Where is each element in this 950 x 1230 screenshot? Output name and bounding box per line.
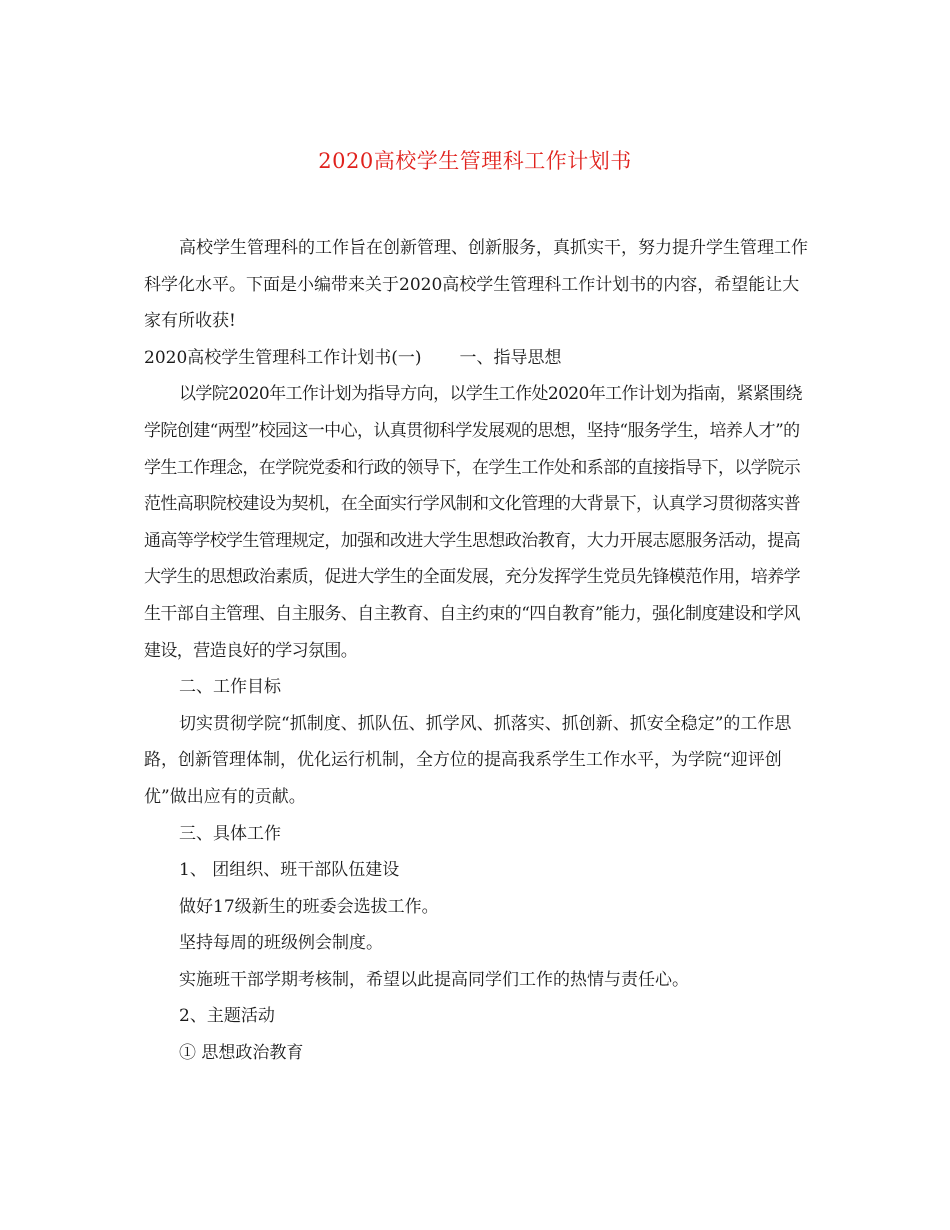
subtitle-line (144, 340, 808, 377)
section3-heading: 三、具体工作 (179, 823, 281, 844)
item1-line: 坚持每周的班级例会制度。 (179, 933, 383, 954)
item2-heading: 2、主题活动 (179, 1006, 275, 1027)
plan-subtitle: 2020高校学生管理科工作计划书(一) (144, 347, 422, 368)
section2-heading: 二、工作目标 (179, 677, 281, 698)
intro-paragraph: 高校学生管理科的工作旨在创新管理、创新服务，真抓实干，努力提升学生管理工作科学化水平。下面是小编带来关于2020高校学生管理科工作计划书的内容，希望能让大家有所收获! (144, 238, 808, 332)
section1-heading: 一、指导思想 (459, 347, 562, 368)
item1-line: 实施班干部学期考核制，希望以此提高同学们工作的热情与责任心。 (179, 969, 689, 990)
document-body (144, 230, 808, 1072)
item1-line: 做好17级新生的班委会选拔工作。 (179, 896, 439, 917)
section1-paragraph: 以学院2020年工作计划为指导方向，以学生工作处2020年工作计划为指南，紧紧围绕学院创建“两型”校园这一中心，认真贯彻科学发展观的思想，坚持“服务学生，培养人才”的学生工作理念，在学院党委和行政的领导下，在学生工作处和系部的直接指导下，以学院示范性高职院校建设为契机，在全面实行学风制和文化管理的大背景下，认真学习贯彻落实普通高等学校学生管理规定，加强和改进大学生思想政治教育，大力开展志愿服务活动，提高大学生的思想政治素质，促进大学生的全面发展，充分发挥学生党员先锋模范作用，培养学生干部自主管理、自主服务、自主教育、自主约束的“四自教育”能力，强化制度建设和学风建设，营造良好的学习氛围。 (144, 384, 802, 661)
item1-heading: 1、 团组织、班干部队伍建设 (179, 860, 400, 881)
item2-subheading: ① 思想政治教育 (179, 1043, 304, 1064)
document-title: 2020高校学生管理科工作计划书 (318, 149, 632, 173)
section2-paragraph: 切实贯彻学院“抓制度、抓队伍、抓学风、抓落实、抓创新、抓安全稳定”的工作思路，创新管理体制，优化运行机制，全方位的提高我系学生工作水平，为学院“迎评创优”做出应有的贡献。 (144, 713, 792, 807)
